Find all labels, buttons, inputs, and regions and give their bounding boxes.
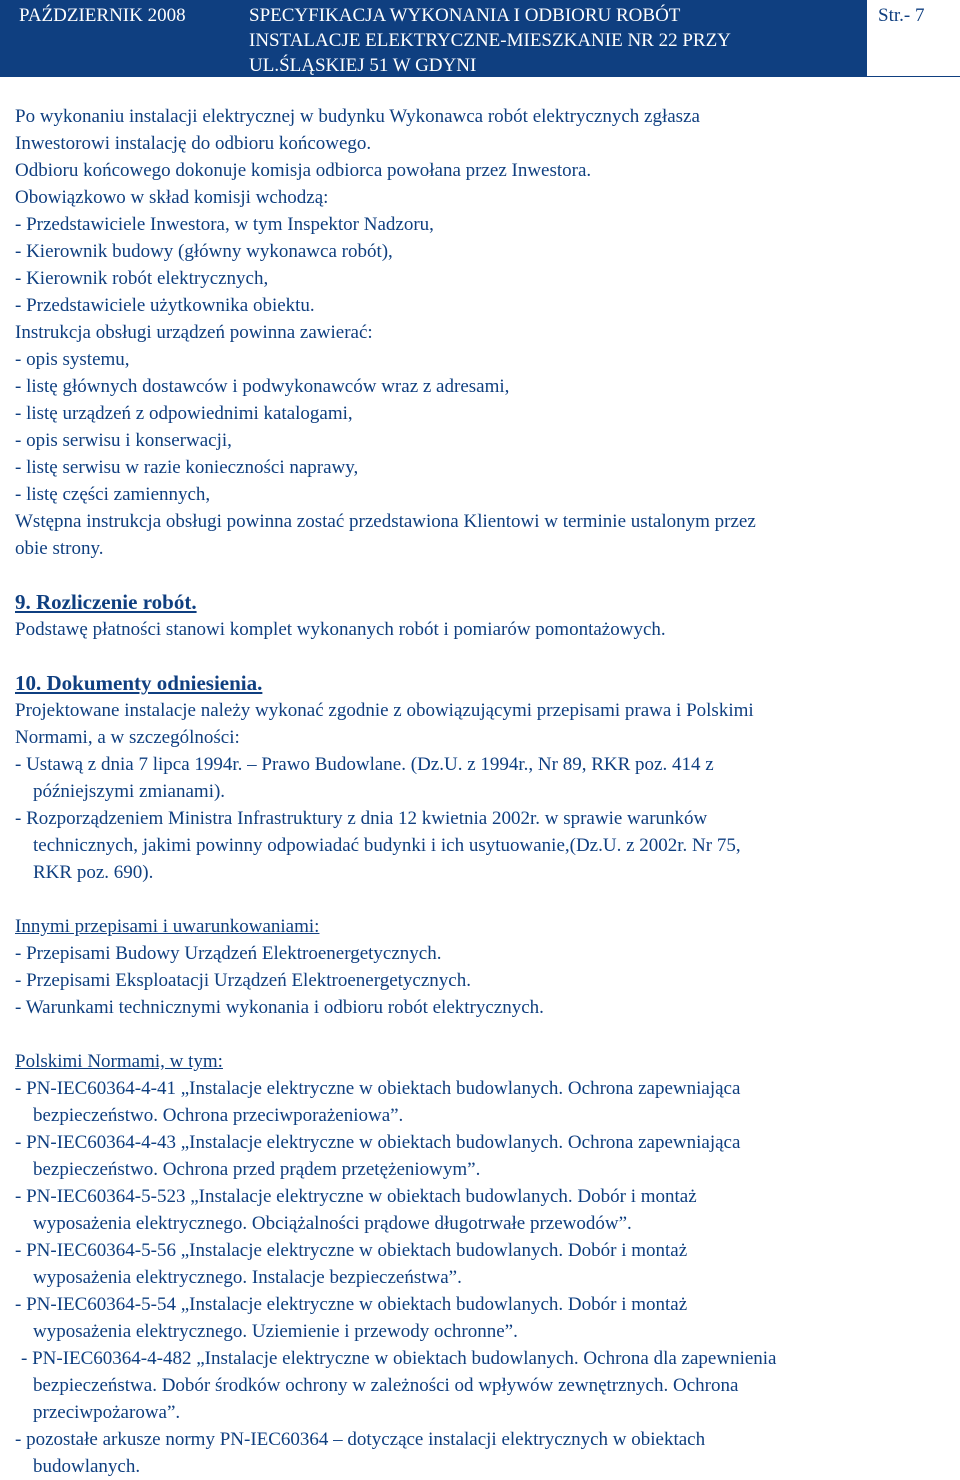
header-title-line-3: UL.ŚLĄSKIEJ 51 W GDYNI bbox=[249, 55, 477, 76]
manual-final-line: obie strony. bbox=[15, 538, 104, 559]
norm-item-line: - PN-IEC60364-4-482 „Instalacje elektryczne w obiektach budowlanych. Ochrona dla zapewnienia bbox=[21, 1348, 777, 1369]
law-item-line: - Ustawą z dnia 7 lipca 1994r. – Prawo Budowlane. (Dz.U. z 1994r., Nr 89, RKR poz. 414 z bbox=[15, 754, 714, 775]
header-title bbox=[249, 3, 731, 78]
document-body bbox=[15, 103, 945, 1480]
header-page-box bbox=[866, 0, 960, 76]
norm-item-line: - PN-IEC60364-5-523 „Instalacje elektryczne w obiektach budowlanych. Dobór i montaż bbox=[15, 1186, 697, 1207]
section-heading bbox=[15, 670, 945, 697]
header-bottom-rule bbox=[0, 76, 960, 77]
norm-item-line: wyposażenia elektrycznego. Uziemienie i przewody ochronne”. bbox=[33, 1321, 518, 1342]
list-item: - opis serwisu i konserwacji, bbox=[15, 430, 232, 451]
section-10-intro-line: Normami, a w szczególności: bbox=[15, 727, 240, 748]
page-number: Str.- 7 bbox=[878, 5, 925, 26]
law-item-line: późniejszymi zmianami). bbox=[33, 781, 226, 802]
list-item: - Przedstawiciele Inwestora, w tym Inspektor Nadzoru, bbox=[15, 214, 434, 235]
section-9-text: Podstawę płatności stanowi komplet wykonanych robót i pomiarów pomontażowych. bbox=[15, 619, 666, 640]
norm-item-line: bezpieczeństwo. Ochrona przed prądem przetężeniowym”. bbox=[33, 1159, 481, 1180]
norm-item-line: wyposażenia elektrycznego. Obciążalności prądowe długotrwałe przewodów”. bbox=[33, 1213, 632, 1234]
section-10-intro-line: Projektowane instalacje należy wykonać zgodnie z obowiązującymi przepisami prawa i Polskimi bbox=[15, 700, 754, 721]
committee-intro: Obowiązkowo w skład komisji wchodzą: bbox=[15, 187, 329, 208]
norm-item-line: budowlanych. bbox=[33, 1456, 141, 1477]
intro-paragraph-line: Inwestorowi instalację do odbioru końcowego. bbox=[15, 133, 372, 154]
norm-item-line: - PN-IEC60364-4-43 „Instalacje elektryczne w obiektach budowlanych. Ochrona zapewniająca bbox=[15, 1132, 741, 1153]
list-item: - Warunkami technicznymi wykonania i odbioru robót elektrycznych. bbox=[15, 997, 544, 1018]
list-item: - listę części zamiennych, bbox=[15, 484, 211, 505]
list-item: - listę głównych dostawców i podwykonawców wraz z adresami, bbox=[15, 376, 510, 397]
list-item: - Przepisami Budowy Urządzeń Elektroenergetycznych. bbox=[15, 943, 442, 964]
section-10-heading: 10. Dokumenty odniesienia. bbox=[15, 671, 263, 695]
list-item: - Przedstawiciele użytkownika obiektu. bbox=[15, 295, 315, 316]
intro-paragraph-line: Po wykonaniu instalacji elektrycznej w budynku Wykonawca robót elektrycznych zgłasza bbox=[15, 106, 700, 127]
manual-final-line: Wstępna instrukcja obsługi powinna zostać przedstawiona Klientowi w terminie ustalonym przez bbox=[15, 511, 756, 532]
list-item: - Przepisami Eksploatacji Urządzeń Elektroenergetycznych. bbox=[15, 970, 471, 991]
list-item: - listę serwisu w razie konieczności naprawy, bbox=[15, 457, 359, 478]
header-title-line-2: INSTALACJE ELEKTRYCZNE-MIESZKANIE NR 22 PRZY bbox=[249, 30, 731, 51]
list-item: - Kierownik budowy (główny wykonawca robót), bbox=[15, 241, 393, 262]
page-header bbox=[0, 0, 960, 76]
manual-intro: Instrukcja obsługi urządzeń powinna zawierać: bbox=[15, 322, 373, 343]
section-heading bbox=[15, 589, 945, 616]
law-item-line: technicznych, jakimi powinny odpowiadać budynki i ich usytuowanie,(Dz.U. z 2002r. Nr 75, bbox=[33, 835, 741, 856]
list-item: - Kierownik robót elektrycznych, bbox=[15, 268, 269, 289]
norm-item-line: - PN-IEC60364-5-54 „Instalacje elektryczne w obiektach budowlanych. Dobór i montaż bbox=[15, 1294, 688, 1315]
section-9-heading: 9. Rozliczenie robót. bbox=[15, 590, 197, 614]
norm-item-line: bezpieczeństwo. Ochrona przeciwporażeniowa”. bbox=[33, 1105, 404, 1126]
norm-item-line: - PN-IEC60364-4-41 „Instalacje elektryczne w obiektach budowlanych. Ochrona zapewniająca bbox=[15, 1078, 741, 1099]
intro-paragraph-line: Odbioru końcowego dokonuje komisja odbiorca powołana przez Inwestora. bbox=[15, 160, 592, 181]
header-title-line-1: SPECYFIKACJA WYKONANIA I ODBIORU ROBÓT bbox=[249, 5, 681, 26]
norm-item-line: - pozostałe arkusze normy PN-IEC60364 – dotyczące instalacji elektrycznych w obiektach bbox=[15, 1429, 706, 1450]
header-date: PAŹDZIERNIK 2008 bbox=[19, 5, 186, 26]
other-regulations-heading: Innymi przepisami i uwarunkowaniami: bbox=[15, 916, 320, 937]
law-item-line: RKR poz. 690). bbox=[33, 862, 154, 883]
norm-item-line: przeciwpożarowa”. bbox=[33, 1402, 181, 1423]
norm-item-line: wyposażenia elektrycznego. Instalacje bezpieczeństwa”. bbox=[33, 1267, 462, 1288]
norm-item-line: bezpieczeństwa. Dobór środków ochrony w zależności od wpływów zewnętrznych. Ochrona bbox=[33, 1375, 739, 1396]
norm-item-line: - PN-IEC60364-5-56 „Instalacje elektryczne w obiektach budowlanych. Dobór i montaż bbox=[15, 1240, 688, 1261]
law-item-line: - Rozporządzeniem Ministra Infrastruktury z dnia 12 kwietnia 2002r. w sprawie warunków bbox=[15, 808, 708, 829]
list-item: - listę urządzeń z odpowiednimi katalogami, bbox=[15, 403, 353, 424]
header-divider bbox=[866, 0, 867, 76]
norms-heading: Polskimi Normami, w tym: bbox=[15, 1051, 223, 1072]
list-item: - opis systemu, bbox=[15, 349, 130, 370]
